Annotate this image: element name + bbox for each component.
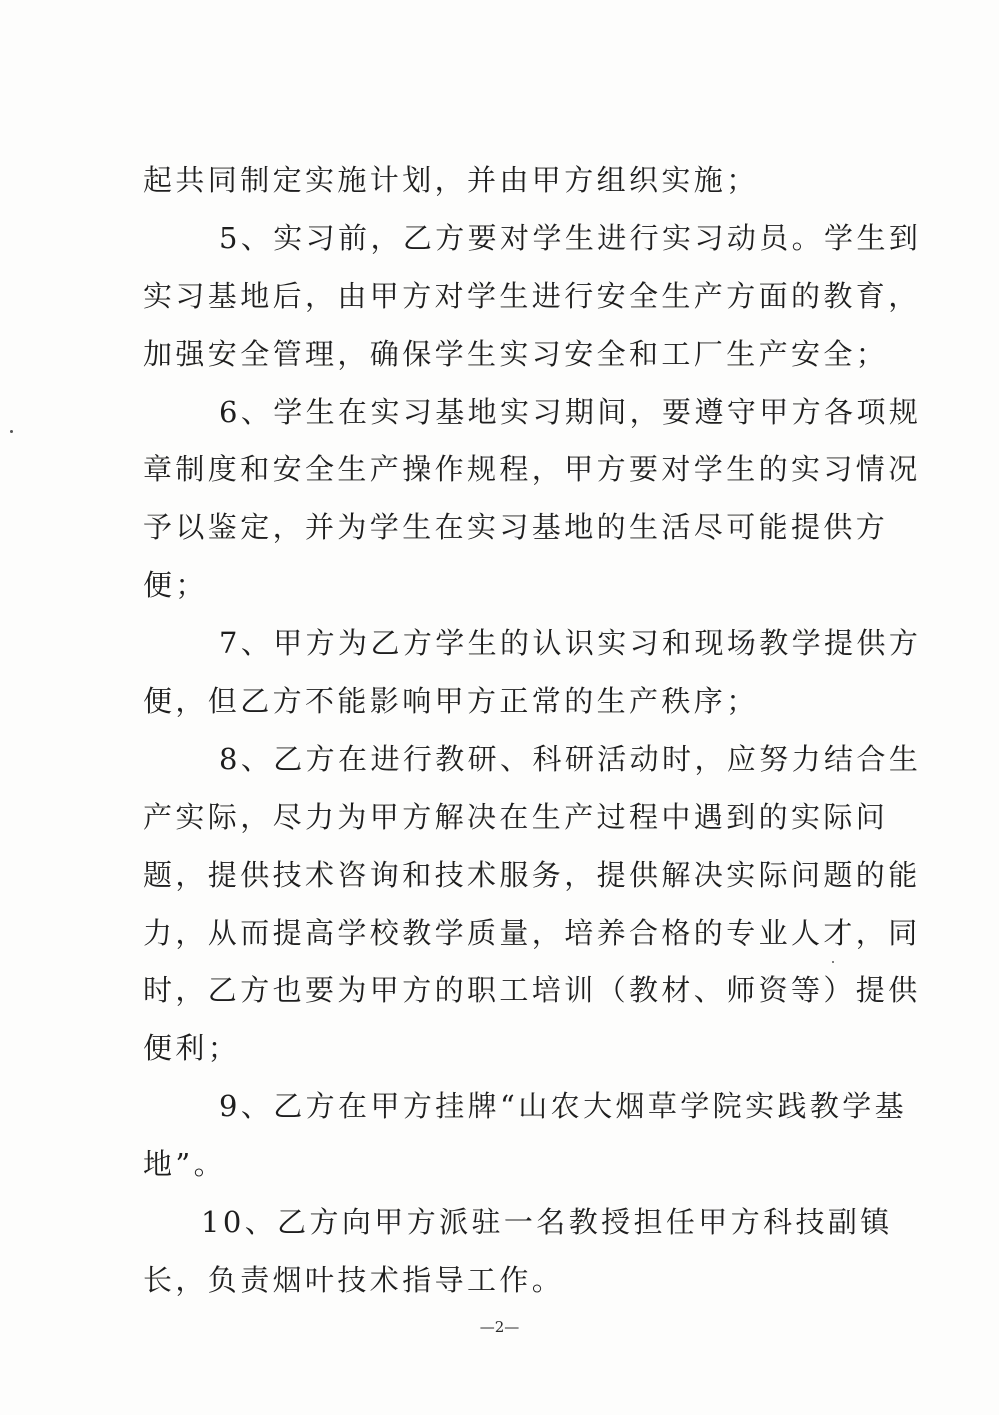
paragraph-line: 力，从而提高学校教学质量，培养合格的专业人才，同 bbox=[143, 915, 921, 950]
paragraph-line: 实习基地后，由甲方对学生进行安全生产方面的教育， bbox=[143, 278, 921, 313]
scan-speck bbox=[10, 430, 13, 433]
paragraph-line: 便，但乙方不能影响甲方正常的生产秩序； bbox=[143, 684, 759, 719]
paragraph-line: 地”。 bbox=[143, 1147, 227, 1182]
paragraph-line: 予以鉴定，并为学生在实习基地的生活尽可能提供方 bbox=[143, 510, 889, 545]
paragraph-line: 起共同制定实施计划，并由甲方组织实施； bbox=[143, 163, 759, 197]
paragraph-line: 9、乙方在甲方挂牌“山农大烟草学院实践教学基 bbox=[219, 1089, 908, 1124]
paragraph-line: 产实际，尽力为甲方解决在生产过程中遇到的实际问 bbox=[143, 799, 889, 834]
paragraph-line: 便； bbox=[143, 568, 208, 603]
paragraph-line: 5、实习前，乙方要对学生进行实习动员。学生到 bbox=[219, 220, 922, 255]
paragraph-line: 加强安全管理，确保学生实习安全和工厂生产安全； bbox=[143, 336, 889, 371]
paragraph-line: 8、乙方在进行教研、科研活动时，应努力结合生 bbox=[219, 741, 922, 776]
paragraph-line: 长，负责烟叶技术指导工作。 bbox=[143, 1262, 565, 1297]
paragraph-line: 章制度和安全生产操作规程，甲方要对学生的实习情况 bbox=[143, 452, 921, 487]
document-body bbox=[143, 152, 922, 1310]
paragraph-line: 时，乙方也要为甲方的职工培训（教材、师资等）提供 bbox=[143, 973, 921, 1008]
paragraph-line: 便利； bbox=[143, 1031, 241, 1066]
paragraph-line: 题，提供技术咨询和技术服务，提供解决实际问题的能 bbox=[143, 857, 921, 892]
page-number: —2— bbox=[479, 1318, 520, 1336]
paragraph-line: 10、乙方向甲方派驻一名教授担任甲方科技副镇 bbox=[201, 1205, 893, 1240]
paragraph-line: 7、甲方为乙方学生的认识实习和现场教学提供方 bbox=[219, 626, 922, 661]
paragraph-line: 6、学生在实习基地实习期间，要遵守甲方各项规 bbox=[219, 394, 922, 429]
